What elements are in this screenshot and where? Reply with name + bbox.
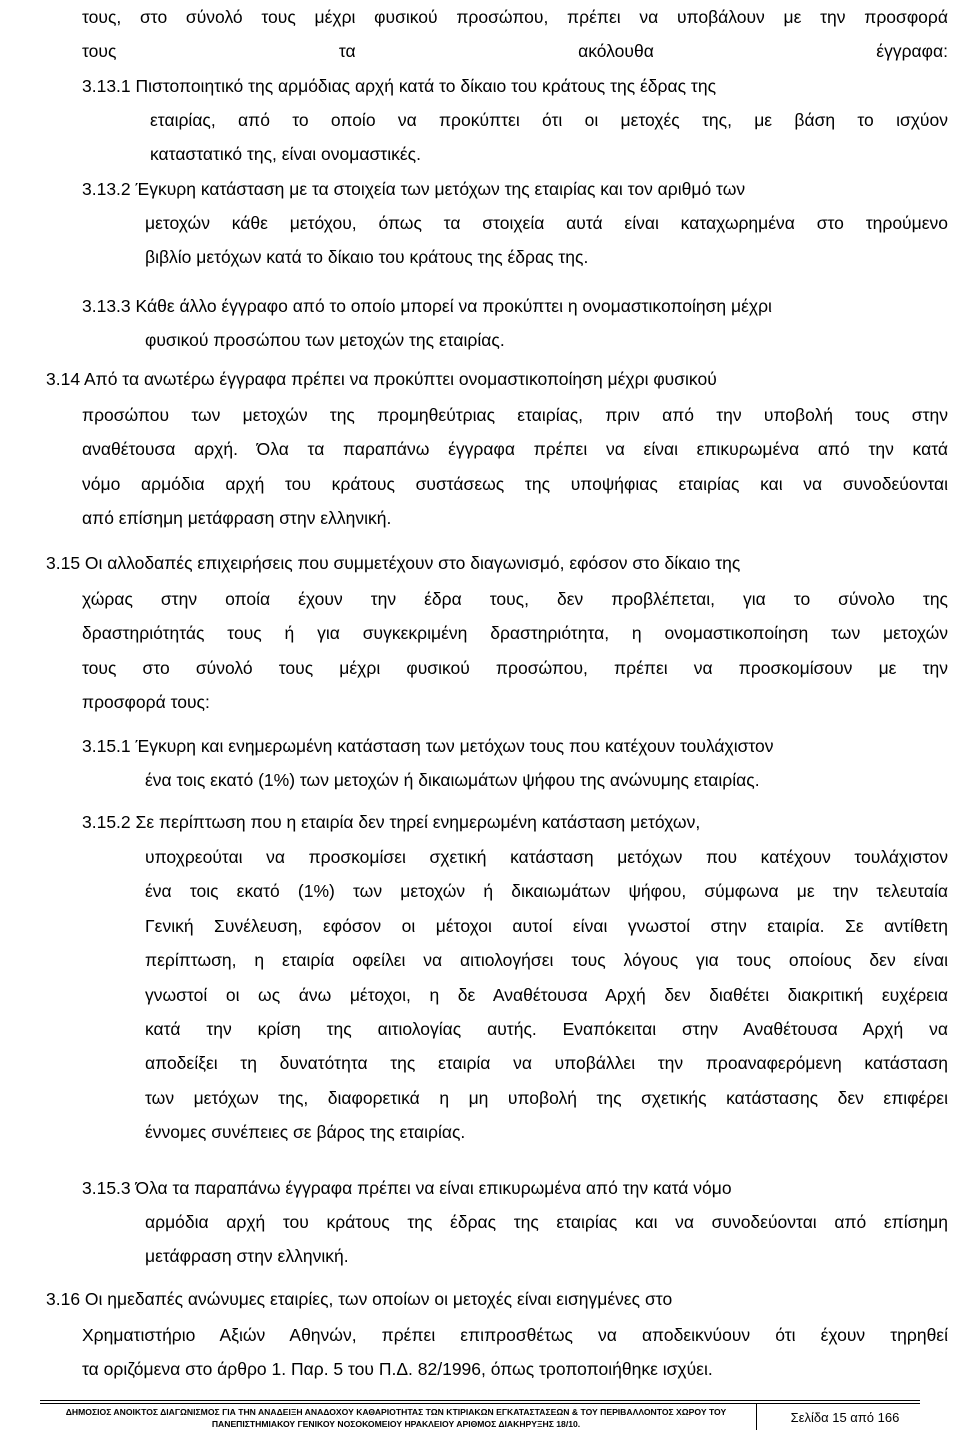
text-line: χώρας στην οποία έχουν την έδρα τους, δεν προβλέπεται, για το σύνολο της [82,589,948,609]
text-line: περίπτωση, η εταιρία οφείλει να αιτιολογήσει τους λόγους για τους οποίους δεν είναι [145,950,948,971]
text-line: 3.16 Οι ημεδαπές ανώνυμες εταιρίες, των οποίων οι μετοχές είναι εισηγμένες στο [46,1289,673,1309]
text-line: προσφορά τους: [82,692,210,713]
text-line: ένα τοις εκατό (1%) των μετοχών ή δικαιωμάτων ψήφου της ανώνυμης εταιρίας. [145,770,760,790]
text-line: προσώπου των μετοχών της προμηθεύτριας εταιρίας, πριν από την υποβολή τους στην [82,405,948,425]
text-line: 3.15.2 Σε περίπτωση που η εταιρία δεν τηρεί ενημερωμένη κατάσταση μετόχων, [82,812,701,832]
footer-tender-title [40,1406,752,1430]
paragraph-p-3-15-2b [145,840,948,1150]
text-line: έννομες συνέπειες σε βάρος της εταιρίας. [145,1122,466,1143]
page-number: Σελίδα 15 από 166 [790,1410,900,1425]
text-line: βιβλίο μετόχων κατά το δίκαιο του κράτους της έδρας της. [145,247,589,268]
text-line: καταστατικό της, είναι ονομαστικές. [150,144,421,165]
text-line: αρμόδια αρχή του κράτους της έδρας της εταιρίας και να συνοδεύονται από επίσημη [145,1212,948,1232]
text-line: μετοχών κάθε μετόχου, όπως τα στοιχεία αυτά είναι καταχωρημένα στο τηρούμενο [145,213,948,233]
paragraph-p-3-15-1 [82,729,948,763]
paragraph-p-3-13-2b [145,206,948,275]
text-line: νόμο αρμόδια αρχή του κράτους συστάσεως της υποψήφιας εταιρίας και να συνοδεύονται [82,473,948,494]
paragraph-p-3-15-3b [145,1205,948,1274]
text-line: υποχρεούται να προσκομίσει σχετική κατάσταση μετόχων που κατέχουν τουλάχιστον [145,847,948,867]
paragraph-p-3-14 [46,362,948,396]
text-line: 3.13.2 Έγκυρη κατάσταση με τα στοιχεία των μετόχων της εταιρίας και τον αριθμό των [82,179,746,199]
text-line: αναθέτουσα αρχή. Όλα τα παραπάνω έγγραφα πρέπει να είναι επικυρωμένα από την κατά [82,439,948,460]
text-line: τους, στο σύνολό τους μέχρι φυσικού προσώπου, πρέπει να υποβάλουν με την προσφορά [82,7,948,27]
text-line: τους τα ακόλουθα έγγραφα: [82,41,948,62]
text-line: Χρηματιστήριο Αξιών Αθηνών, πρέπει επιπροσθέτως να αποδεικνύουν ότι έχουν τηρηθεί [82,1325,948,1345]
paragraph-p-3-13-3b [145,323,948,357]
text-line: 3.15.3 Όλα τα παραπάνω έγγραφα πρέπει να είναι επικυρωμένα από την κατά νόμο [82,1178,732,1198]
paragraph-p-3-13-3 [82,289,948,323]
text-line: 3.13.3 Κάθε άλλο έγγραφο από το οποίο μπορεί να προκύπτει η ονομαστικοποίηση μέχρι [82,296,772,316]
paragraph-p-3-15-3 [82,1171,948,1205]
paragraph-p-3-13-2 [82,172,948,206]
paragraph-p-3-13-1b [150,103,948,172]
footer-tender-line-2: ΠΑΝΕΠΙΣΤΗΜΙΑΚΟΥ ΓΕΝΙΚΟΥ ΝΟΣΟΚΟΜΕΙΟΥ ΗΡΑΚΛΕΙΟΥ ΑΡΙΘΜΟΣ ΔΙΑΚΗΡΥΞΗΣ 18/10. [211,1419,581,1429]
text-line: εταιρίας, από το οποίο να προκύπτει ότι οι μετοχές της, με βάση το ισχύον [150,110,948,130]
text-line: γνωστοί οι ως άνω μέτοχοι, η δε Αναθέτουσα Αρχή δεν διαθέτει διακριτική ευχέρεια [145,984,948,1005]
paragraph-p-3-15 [46,546,948,580]
paragraph-p-intro [82,0,948,69]
paragraph-p-3-15-1b [145,763,948,797]
paragraph-p-3-15-2 [82,805,948,839]
text-line: 3.14 Από τα ανωτέρω έγγραφα πρέπει να προκύπτει ονομαστικοποίηση μέχρι φυσικού [46,369,717,389]
footer-tender-line-1: ΔΗΜΟΣΙΟΣ ΑΝΟΙΚΤΟΣ ΔΙΑΓΩΝΙΣΜΟΣ ΓΙΑ ΤΗΝ ΑΝΑΔΕΙΞΗ ΑΝΑΔΟΧΟΥ ΚΑΘΑΡΙΟΤΗΤΑΣ ΤΩΝ ΚΤΙΡΙΑΚΩΝ ΕΓΚΑΤΑΣΤΑΣΕΩΝ & ΤΟΥ ΠΕΡΙΒΑΛΛΟΝΤΟΣ ΧΩΡΟΥ ΤΟΥ [65,1407,727,1417]
text-line: από επίσημη μετάφραση στην ελληνική. [82,508,392,529]
text-line: φυσικού προσώπου των μετοχών της εταιρίας. [145,330,505,350]
text-line: κατά την κρίση της αιτιολογίας αυτής. Εναπόκειται στην Αναθέτουσα Αρχή να [145,1019,948,1040]
text-line: των μετόχων της, διαφορετικά η μη υποβολή της σχετικής κατάστασης δεν επιφέρει [145,1087,948,1108]
footer-rule-bottom [40,1403,920,1404]
text-line: τα οριζόμενα στο άρθρο 1. Παρ. 5 του Π.Δ. 82/1996, όπως τροποποιήθηκε ισχύει. [82,1359,713,1380]
paragraph-p-3-16 [46,1282,948,1316]
paragraph-p-3-13-1 [82,69,948,103]
paragraph-p-3-14b [82,398,948,536]
paragraph-p-3-16b [82,1318,948,1387]
text-line: 3.15 Οι αλλοδαπές επιχειρήσεις που συμμετέχουν στο διαγωνισμό, εφόσον στο δίκαιο της [46,553,741,573]
footer-divider [756,1404,757,1430]
paragraph-p-3-15b [82,582,948,720]
text-line: 3.15.1 Έγκυρη και ενημερωμένη κατάσταση των μετόχων τους που κατέχουν τουλάχιστον [82,736,774,756]
text-line: 3.13.1 Πιστοποιητικό της αρμόδιας αρχή κατά το δίκαιο του κράτους της έδρας της [82,76,716,96]
footer-rule-top [40,1400,920,1401]
text-line: Γενική Συνέλευση, εφόσον οι μέτοχοι αυτοί είναι γνωστοί στην εταιρία. Σε αντίθετη [145,915,948,936]
text-line: ένα τοις εκατό (1%) των μετοχών ή δικαιωμάτων ψήφου, σύμφωνα με την τελευταία [145,881,948,902]
text-line: δραστηριότητάς τους ή για συγκεκριμένη δραστηριότητα, η ονομαστικοποίηση των μετοχών [82,623,948,644]
text-line: τους στο σύνολό τους μέχρι φυσικού προσώπου, πρέπει να προσκομίσουν με την [82,657,948,678]
text-line: αποδείξει τη δυνατότητα της εταιρία να υποβάλλει την προαναφερόμενη κατάσταση [145,1053,948,1074]
text-line: μετάφραση στην ελληνική. [145,1246,349,1267]
